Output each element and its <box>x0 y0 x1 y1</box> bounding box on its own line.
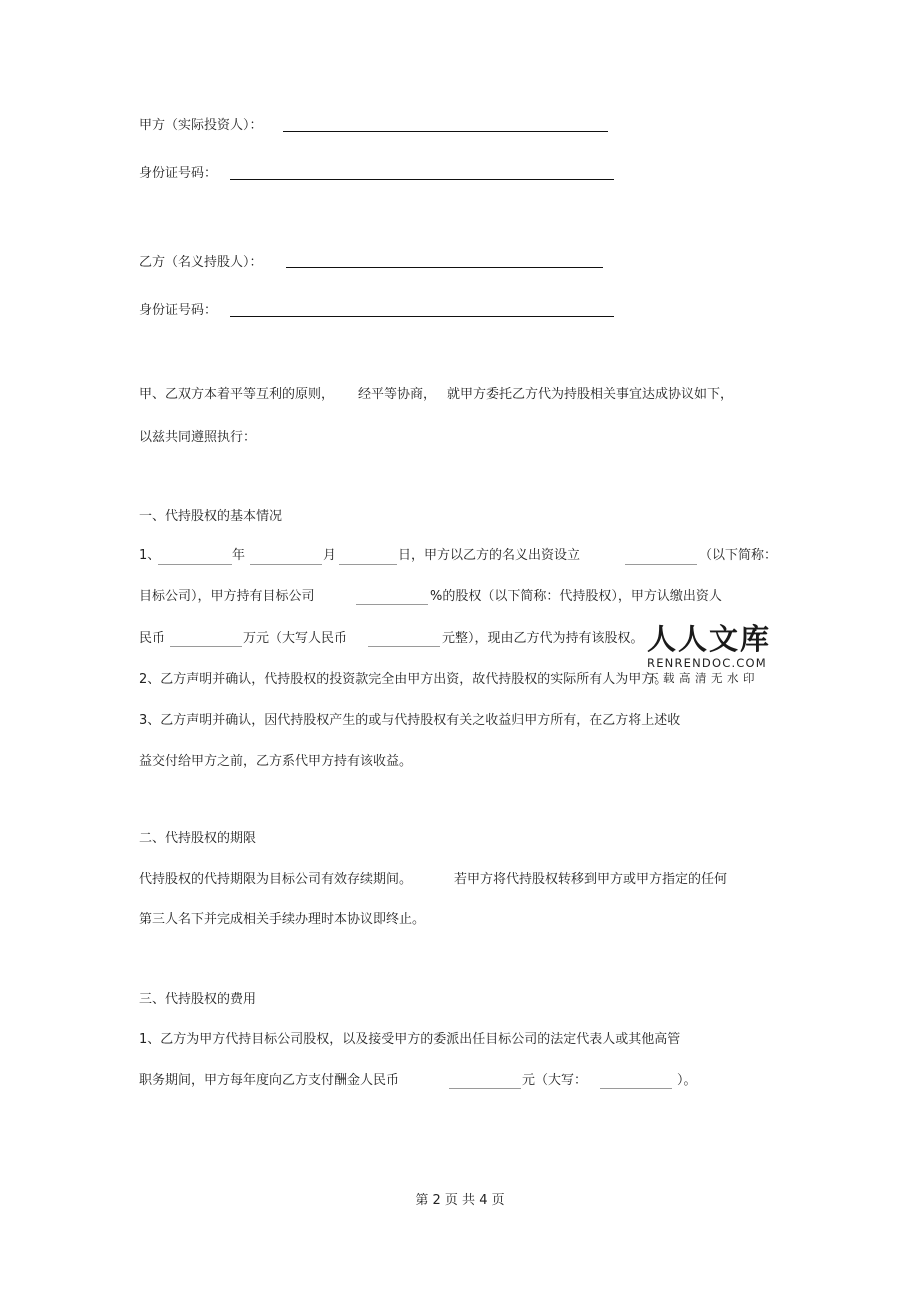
capital-amount-blank[interactable] <box>170 646 242 647</box>
party-a-id-label: 身份证号码： <box>139 166 218 181</box>
day-blank[interactable] <box>339 564 397 565</box>
s3-item1-line1: 1、乙方为甲方代持目标公司股权，以及接受甲方的委派出任目标公司的法定代表人或其他高管 <box>139 1032 681 1047</box>
fee-uppercase-blank[interactable] <box>600 1088 672 1089</box>
s1-item2: 2、乙方声明并确认，代持股权的投资款完全由甲方出资，故代持股权的实际所有人为甲方。 <box>139 672 668 687</box>
month-blank[interactable] <box>250 564 322 565</box>
year-label: 年 <box>232 548 246 563</box>
section3-title: 三、代持股权的费用 <box>139 992 257 1007</box>
percent-blank[interactable] <box>356 604 428 605</box>
s1-item3-line2: 益交付给甲方之前，乙方系代甲方持有该收益。 <box>139 754 413 769</box>
s1-item1-line3-b: 万元（大写人民币 <box>243 631 348 646</box>
month-label: 月 <box>323 548 337 563</box>
year-blank[interactable] <box>158 564 232 565</box>
s3-item1-line2-b: 元（大写： <box>522 1073 588 1088</box>
party-a-label: 甲方（实际投资人）： <box>139 118 263 133</box>
section1-title: 一、代持股权的基本情况 <box>139 509 283 524</box>
watermark-tagline: 下载高清无水印 <box>647 671 759 685</box>
renrendoc-watermark <box>647 622 777 686</box>
page-footer: 第 2 页 共 4 页 <box>415 1193 505 1208</box>
s2-line1-a: 代持股权的代持期限为目标公司有效存续期间。 <box>139 872 413 887</box>
party-b-id-label: 身份证号码： <box>139 303 218 318</box>
intro-line1-b: 经平等协商， <box>358 387 437 402</box>
party-b-label: 乙方（名义持股人）： <box>139 255 263 270</box>
s1-item1-line2-a: 目标公司），甲方持有目标公司 <box>139 589 315 604</box>
s1-item1-line2-b: %的股权（以下简称：代持股权），甲方认缴出资人 <box>430 589 722 604</box>
party-a-id-field[interactable] <box>230 179 614 180</box>
s2-line1-b: 若甲方将代持股权转移到甲方或甲方指定的任何 <box>454 872 728 887</box>
capital-uppercase-blank[interactable] <box>368 646 440 647</box>
intro-line2: 以兹共同遵照执行： <box>139 430 257 445</box>
watermark-brand: 人人文库 <box>647 622 772 656</box>
day-text: 日，甲方以乙方的名义出资设立 <box>398 548 581 563</box>
s3-item1-line2-a: 职务期间，甲方每年度向乙方支付酬金人民币 <box>139 1073 400 1088</box>
s1-item1-line3-c: 元整），现由乙方代为持有该股权。 <box>442 631 644 646</box>
party-a-name-field[interactable] <box>283 131 608 132</box>
intro-line1-c: 就甲方委托乙方代为持股相关事宜达成协议如下， <box>447 387 734 402</box>
company-name-blank[interactable] <box>625 564 697 565</box>
s1-item1-suffix: （以下简称： <box>699 548 778 563</box>
s3-item1-line2-c: ）。 <box>677 1073 697 1088</box>
party-b-name-field[interactable] <box>286 267 603 268</box>
s1-item1-line3-a: 民币 <box>139 631 166 646</box>
s1-item3-line1: 3、乙方声明并确认，因代持股权产生的或与代持股权有关之收益归甲方所有，在乙方将上述收 <box>139 713 681 728</box>
intro-line1-a: 甲、乙双方本着平等互利的原则， <box>139 387 335 402</box>
s2-line2: 第三人名下并完成相关手续办理时本协议即终止。 <box>139 912 426 927</box>
party-b-id-field[interactable] <box>230 316 614 317</box>
watermark-url: RENRENDOC.COM <box>647 656 767 670</box>
s1-item1-prefix: 1、 <box>139 548 161 563</box>
fee-amount-blank[interactable] <box>449 1088 521 1089</box>
section2-title: 二、代持股权的期限 <box>139 831 257 846</box>
